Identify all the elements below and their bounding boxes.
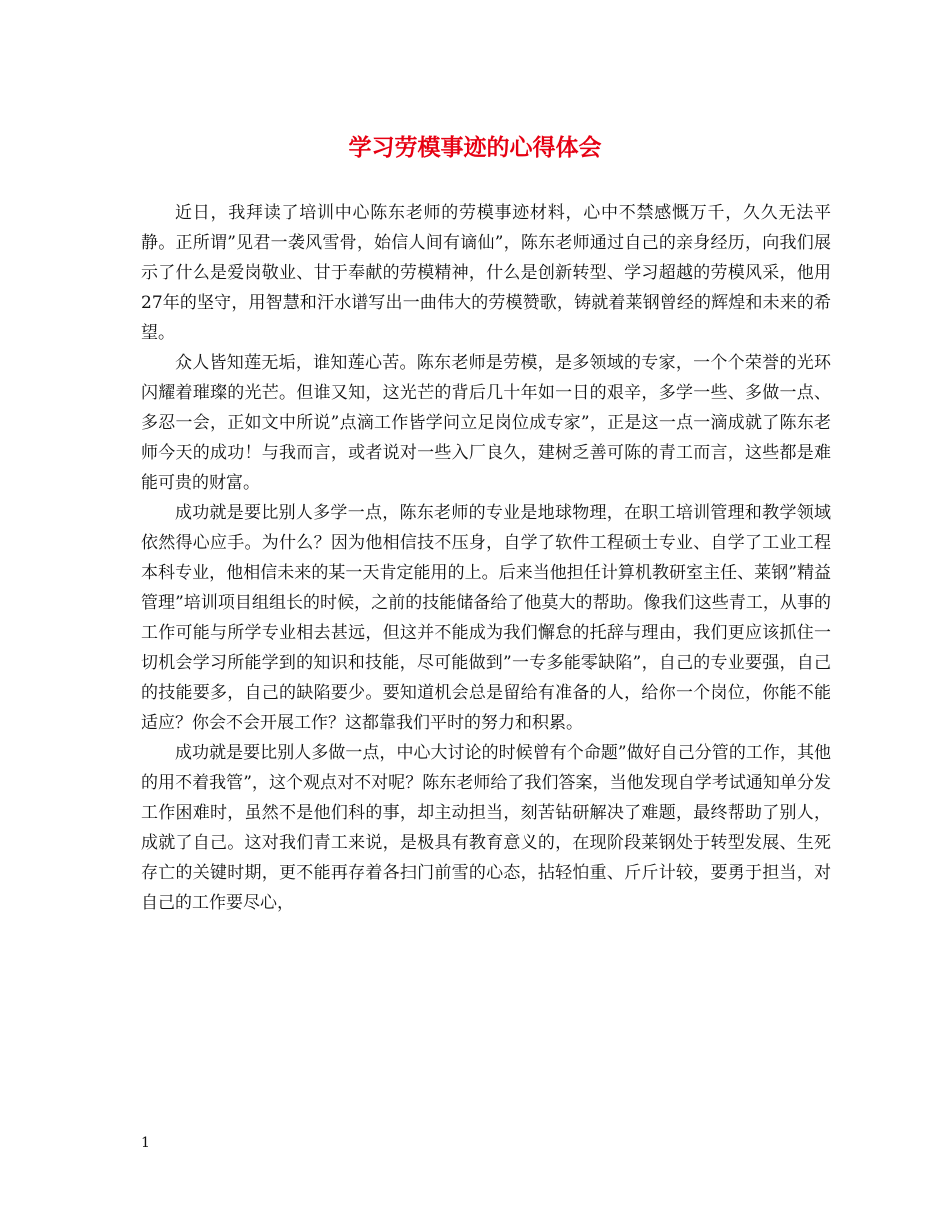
page-number: 1 <box>141 1135 150 1151</box>
paragraph-4: 成功就是要比别人多做一点，中心大讨论的时候曾有个命题”做好自己分管的工作，其他的用不着我管”，这个观点对不对呢？陈东老师给了我们答案，当他发现自学考试通知单分发工作困难时，虽然不是他们科的事，却主动担当，刻苦钻研解决了难题，最终帮助了别人，成就了自己。这对我们青工来说，是极具有教育意义的，在现阶段莱钢处于转型发展、生死存亡的关键时期，更不能再存着各扫门前雪的心态，拈轻怕重、斤斤计较，要勇于担当，对自己的工作要尽心， <box>141 743 831 913</box>
document-title: 学习劳模事迹的心得体会 <box>348 134 602 161</box>
paragraph-1: 近日，我拜读了培训中心陈东老师的劳模事迹材料，心中不禁感慨万千，久久无法平静。正所谓”见君一袭风雪骨，始信人间有谪仙”，陈东老师通过自己的亲身经历，向我们展示了什么是爱岗敬业、甘于奉献的劳模精神，什么是创新转型、学习超越的劳模风采，他用27年的坚守，用智慧和汗水谱写出一曲伟大的劳模赞歌，铸就着莱钢曾经的辉煌和未来的希望。 <box>141 203 831 343</box>
paragraph-2: 众人皆知莲无垢，谁知莲心苦。陈东老师是劳模，是多领域的专家，一个个荣誉的光环闪耀着璀璨的光芒。但谁又知，这光芒的背后几十年如一日的艰辛，多学一些、多做一点、多忍一会，正如文中所说”点滴工作皆学问立足岗位成专家”，正是这一点一滴成就了陈东老师今天的成功！与我而言，或者说对一些入厂良久，建树乏善可陈的青工而言，这些都是难能可贵的财富。 <box>141 353 831 493</box>
paragraph-3: 成功就是要比别人多学一点，陈东老师的专业是地球物理，在职工培训管理和教学领域依然得心应手。为什么？因为他相信技不压身，自学了软件工程硕士专业、自学了工业工程本科专业，他相信未来的某一天肯定能用的上。后来当他担任计算机教研室主任、莱钢”精益管理”培训项目组组长的时候，之前的技能储备给了他莫大的帮助。像我们这些青工，从事的工作可能与所学专业相去甚远，但这并不能成为我们懈怠的托辞与理由，我们更应该抓住一切机会学习所能学到的知识和技能，尽可能做到”一专多能零缺陷”，自己的专业要强，自己的技能要多，自己的缺陷要少。要知道机会总是留给有准备的人，给你一个岗位，你能不能适应？你会不会开展工作？这都靠我们平时的努力和积累。 <box>141 503 831 733</box>
document-body <box>141 198 831 918</box>
